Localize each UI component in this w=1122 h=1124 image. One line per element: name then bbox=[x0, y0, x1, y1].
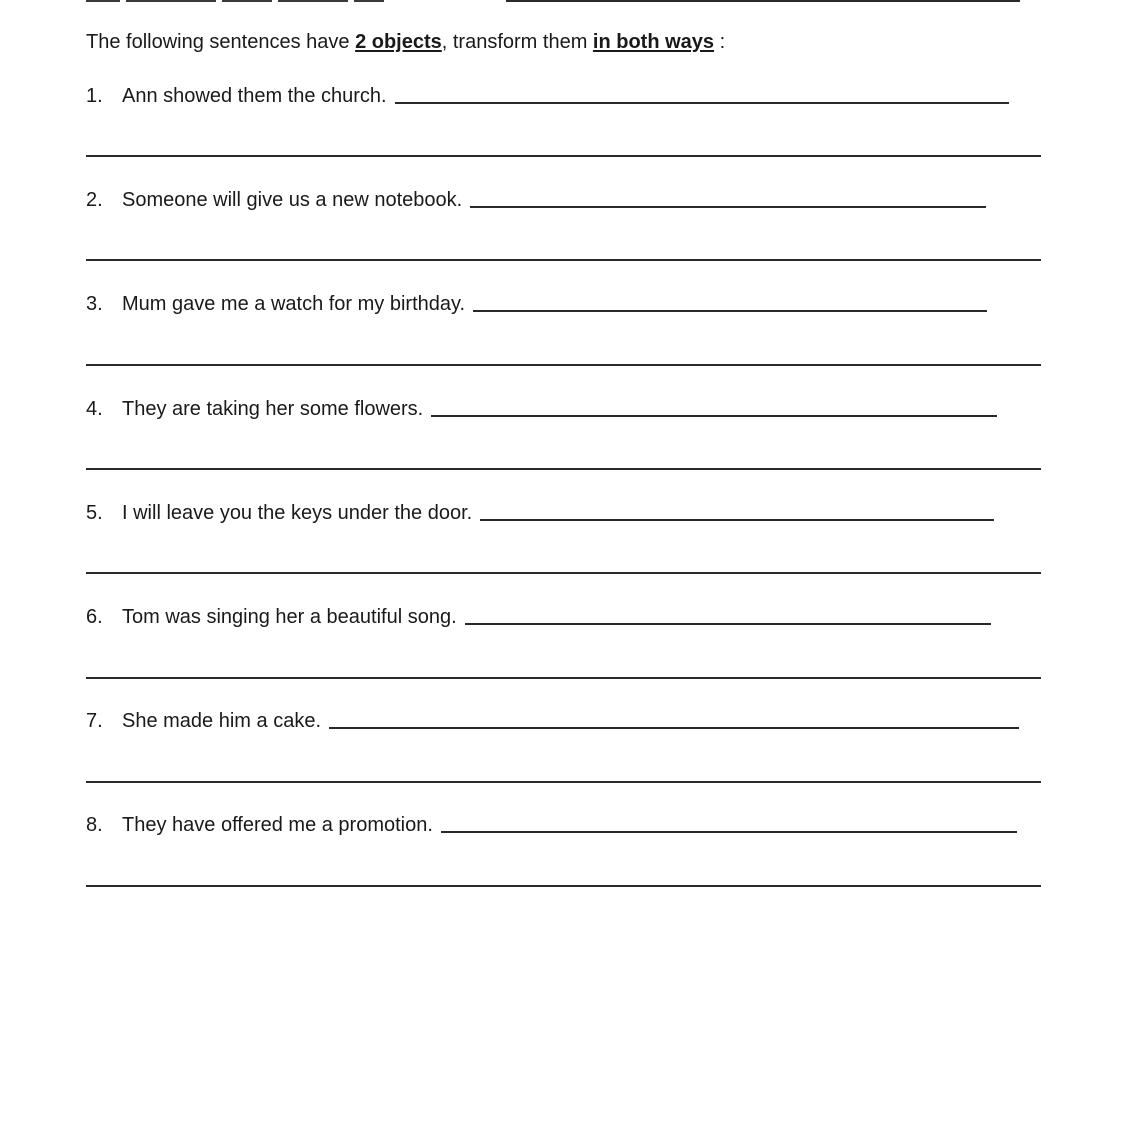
item-number: 4. bbox=[86, 398, 103, 420]
item-number: 6. bbox=[86, 606, 103, 628]
answer-line[interactable] bbox=[86, 364, 1041, 366]
item-number: 1. bbox=[86, 85, 103, 107]
cut-off-text bbox=[86, 0, 486, 2]
exercise-item-8 bbox=[86, 809, 1017, 837]
item-sentence: Someone will give us a new notebook. bbox=[122, 189, 463, 211]
answer-line[interactable] bbox=[86, 155, 1041, 157]
exercise-item-6 bbox=[86, 601, 991, 629]
instruction-prefix: The following sentences have bbox=[86, 31, 356, 53]
answer-line[interactable] bbox=[86, 781, 1041, 783]
instruction bbox=[86, 30, 725, 54]
answer-blank[interactable] bbox=[441, 831, 1017, 833]
item-number: 7. bbox=[86, 710, 103, 732]
instruction-emphasis-both-ways: in both ways bbox=[592, 31, 715, 53]
answer-blank[interactable] bbox=[480, 519, 994, 521]
item-sentence: Ann showed them the church. bbox=[122, 85, 387, 107]
exercise-item-5 bbox=[86, 497, 994, 525]
answer-line[interactable] bbox=[86, 677, 1041, 679]
instruction-emphasis-objects: 2 objects bbox=[355, 31, 442, 53]
item-number: 8. bbox=[86, 814, 103, 836]
answer-line[interactable] bbox=[86, 572, 1041, 574]
answer-line[interactable] bbox=[86, 259, 1041, 261]
exercise-item-2 bbox=[86, 184, 986, 212]
item-sentence: They have offered me a promotion. bbox=[122, 814, 433, 836]
item-sentence: She made him a cake. bbox=[122, 710, 321, 732]
answer-line[interactable] bbox=[86, 468, 1041, 470]
instruction-middle: , transform them bbox=[441, 31, 593, 53]
exercise-item-3 bbox=[86, 288, 987, 316]
exercise-item-4 bbox=[86, 393, 997, 421]
answer-blank[interactable] bbox=[473, 310, 987, 312]
exercise-item-1 bbox=[86, 80, 1009, 108]
item-number: 3. bbox=[86, 293, 103, 315]
item-sentence: They are taking her some flowers. bbox=[122, 398, 424, 420]
answer-blank[interactable] bbox=[329, 727, 1019, 729]
answer-blank[interactable] bbox=[465, 623, 991, 625]
instruction-suffix: : bbox=[714, 31, 726, 53]
item-sentence: I will leave you the keys under the door. bbox=[122, 502, 473, 524]
exercise-item-7 bbox=[86, 705, 1019, 733]
item-sentence: Mum gave me a watch for my birthday. bbox=[122, 293, 466, 315]
cut-off-answer-line bbox=[506, 0, 1020, 2]
item-number: 2. bbox=[86, 189, 103, 211]
item-number: 5. bbox=[86, 502, 103, 524]
answer-line[interactable] bbox=[86, 885, 1041, 887]
answer-blank[interactable] bbox=[470, 206, 986, 208]
item-sentence: Tom was singing her a beautiful song. bbox=[122, 606, 457, 628]
answer-blank[interactable] bbox=[431, 415, 997, 417]
answer-blank[interactable] bbox=[395, 102, 1009, 104]
